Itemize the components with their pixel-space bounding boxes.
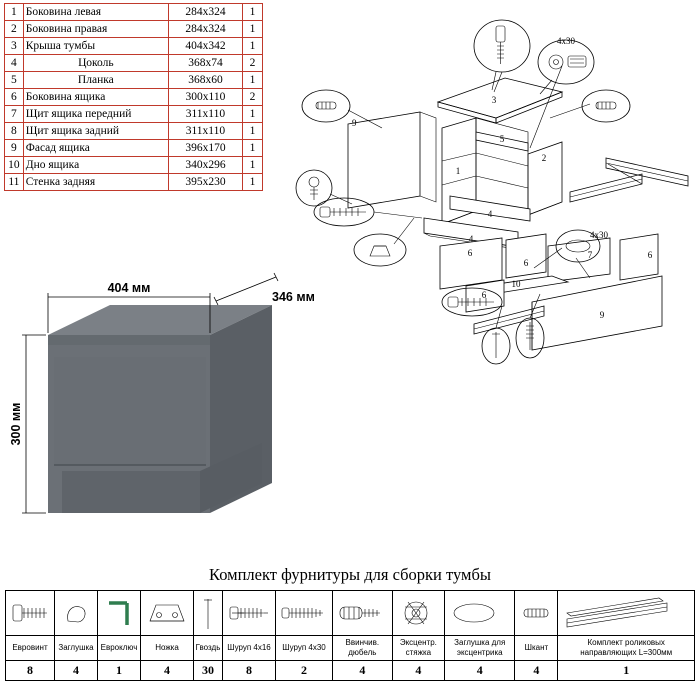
- exploded-label-9: 9: [599, 310, 605, 320]
- part-dimension: 311х110: [168, 123, 242, 140]
- hardware-quantities-row: [6, 661, 695, 681]
- hardware-kit-title: Комплект фурнитуры для сборки тумбы: [209, 565, 491, 584]
- dimension-width: 404 мм: [107, 281, 151, 295]
- table-row: [5, 157, 263, 174]
- screw-4x30-icon: [277, 593, 331, 633]
- hardware-icon-cell: [223, 591, 276, 636]
- exploded-label-4-front: 4: [487, 209, 493, 219]
- hardware-name: Евровинт: [6, 636, 55, 661]
- hardware-quantity: 1: [558, 661, 695, 681]
- slide-rail-lower: [570, 174, 642, 202]
- hardware-quantity: 4: [55, 661, 98, 681]
- cap-icon: [56, 593, 96, 633]
- table-row: [5, 72, 263, 89]
- part-quantity: 1: [242, 4, 262, 21]
- part-quantity: 1: [242, 140, 262, 157]
- part-number: 4: [5, 55, 24, 72]
- euro-screw-icon: [7, 593, 53, 633]
- part-name: Щит ящика задний: [23, 123, 168, 140]
- part-quantity: 2: [242, 89, 262, 106]
- hardware-icon-cell: [392, 591, 444, 636]
- hardware-quantity: 1: [98, 661, 141, 681]
- part-name: Стенка задняя: [23, 174, 168, 191]
- callout-screw-in-dowel: [296, 170, 352, 206]
- nail-icon: [195, 593, 221, 633]
- part-dimension: 311х110: [168, 106, 242, 123]
- exploded-label-11: 9: [352, 118, 357, 128]
- callout-dowel-left: [582, 90, 630, 122]
- callout-cam-lock-top-right: [538, 36, 594, 94]
- screw-4x16-icon: [224, 593, 274, 633]
- top-panel-part: [438, 78, 562, 123]
- table-row: [5, 38, 263, 55]
- part-dimension: 395х230: [168, 174, 242, 191]
- part-quantity: 1: [242, 174, 262, 191]
- hardware-quantity: 8: [6, 661, 55, 681]
- part-dimension: 284х324: [168, 21, 242, 38]
- table-row: [5, 123, 263, 140]
- part-quantity: 1: [242, 38, 262, 55]
- exploded-label-6-bottom: 6: [481, 290, 487, 300]
- part-number: 7: [5, 106, 24, 123]
- part-dimension: 368х74: [168, 55, 242, 72]
- hardware-icon-cell: [558, 591, 695, 636]
- part-name: Цоколь: [23, 55, 168, 72]
- exploded-label-4-loose: 4: [468, 234, 474, 244]
- hardware-name: Эксцентр. стяжка: [392, 636, 444, 661]
- hardware-name: Гвоздь: [194, 636, 223, 661]
- part-number: 6: [5, 89, 24, 106]
- part-name: Планка: [23, 72, 168, 89]
- dowel-icon: [516, 593, 556, 633]
- exploded-label-10: 10: [511, 279, 521, 289]
- part-dimension: 284х324: [168, 4, 242, 21]
- part-dimension: 396х170: [168, 140, 242, 157]
- exploded-label-8: 6: [467, 248, 473, 258]
- hardware-name: Заглушка: [55, 636, 98, 661]
- carcass-body: [442, 118, 562, 224]
- part-name: Дно ящика: [23, 157, 168, 174]
- table-row: [5, 89, 263, 106]
- table-row: [5, 140, 263, 157]
- part-number: 10: [5, 157, 24, 174]
- hardware-icon-cell: [98, 591, 141, 636]
- hardware-icon-cell: [141, 591, 194, 636]
- part-name: Боковина ящика: [23, 89, 168, 106]
- table-row: [5, 55, 263, 72]
- hardware-name: Заглушка для эксцентрика: [445, 636, 515, 661]
- hardware-icons-row: [6, 591, 695, 636]
- hardware-name: Ножка: [141, 636, 194, 661]
- exploded-label-7: 7: [587, 250, 593, 260]
- part-name: Крыша тумбы: [23, 38, 168, 55]
- hardware-icon-cell: [194, 591, 223, 636]
- screw-in-dowel-icon: [334, 593, 388, 633]
- part-quantity: 1: [242, 106, 262, 123]
- svg-text:4х30: 4х30: [590, 230, 608, 240]
- part-name: Боковина левая: [23, 4, 168, 21]
- part-number: 2: [5, 21, 24, 38]
- hardware-name: Шуруп 4х16: [223, 636, 276, 661]
- hardware-quantity: 30: [194, 661, 223, 681]
- part-dimension: 300х110: [168, 89, 242, 106]
- cam-lock-icon: [394, 593, 438, 633]
- table-row: [5, 106, 263, 123]
- dimensioned-view: [10, 275, 380, 540]
- parts-table: [4, 3, 263, 191]
- part-quantity: 1: [242, 157, 262, 174]
- hardware-quantity: 4: [141, 661, 194, 681]
- drawer-assembly: [440, 234, 662, 350]
- hardware-name: Шуруп 4х30: [276, 636, 333, 661]
- hardware-icon-cell: [515, 591, 558, 636]
- part-quantity: 1: [242, 123, 262, 140]
- hardware-quantity: 4: [515, 661, 558, 681]
- part-number: 3: [5, 38, 24, 55]
- part-number: 8: [5, 123, 24, 140]
- part-name: Боковина правая: [23, 21, 168, 38]
- euro-key-icon: [99, 593, 139, 633]
- hardware-icon-cell: [445, 591, 515, 636]
- hardware-icon-cell: [276, 591, 333, 636]
- cam-cap-icon: [446, 593, 502, 633]
- hardware-quantity: 4: [392, 661, 444, 681]
- dimension-depth: 346 мм: [272, 290, 315, 304]
- hardware-kit-table: [5, 590, 695, 681]
- table-row: [5, 21, 263, 38]
- hardware-quantity: 2: [276, 661, 333, 681]
- exploded-label-2: 2: [541, 153, 547, 163]
- part-number: 1: [5, 4, 24, 21]
- part-number: 9: [5, 140, 24, 157]
- dimension-height: 300 мм: [9, 402, 23, 446]
- slide-rail-right: [606, 158, 688, 186]
- table-row: [5, 4, 263, 21]
- part-dimension: 340х296: [168, 157, 242, 174]
- exploded-label-6-right: 6: [647, 250, 653, 260]
- exploded-label-5: 5: [499, 134, 505, 144]
- part-quantity: 1: [242, 72, 262, 89]
- hardware-quantity: 8: [223, 661, 276, 681]
- hardware-name: Комплект роликовых направляющих L=300мм: [558, 636, 695, 661]
- part-dimension: 404х342: [168, 38, 242, 55]
- leg-icon: [142, 593, 192, 633]
- exploded-label-3: 3: [491, 95, 497, 105]
- table-row: [5, 174, 263, 191]
- hardware-quantity: 4: [333, 661, 393, 681]
- part-name: Фасад ящика: [23, 140, 168, 157]
- hardware-name: Евроключ: [98, 636, 141, 661]
- hardware-icon-cell: [55, 591, 98, 636]
- exploded-label-6-left: 6: [523, 258, 529, 268]
- hardware-names-row: [6, 636, 695, 661]
- exploded-label-1: 1: [455, 166, 461, 176]
- hardware-name: Шкант: [515, 636, 558, 661]
- part-quantity: 1: [242, 21, 262, 38]
- back-wall-part: [348, 112, 436, 208]
- part-quantity: 2: [242, 55, 262, 72]
- part-name: Щит ящика передний: [23, 106, 168, 123]
- parts-table-body: [5, 4, 263, 191]
- part-number: 5: [5, 72, 24, 89]
- part-number: 11: [5, 174, 24, 191]
- hardware-icon-cell: [333, 591, 393, 636]
- hardware-icon-cell: [6, 591, 55, 636]
- drawer-slides-icon: [559, 593, 679, 633]
- hardware-quantity: 4: [445, 661, 515, 681]
- hardware-name: Ввинчив. дюбель: [333, 636, 393, 661]
- svg-text:4х30: 4х30: [557, 36, 575, 46]
- part-dimension: 368х60: [168, 72, 242, 89]
- callout-leg: [354, 218, 414, 266]
